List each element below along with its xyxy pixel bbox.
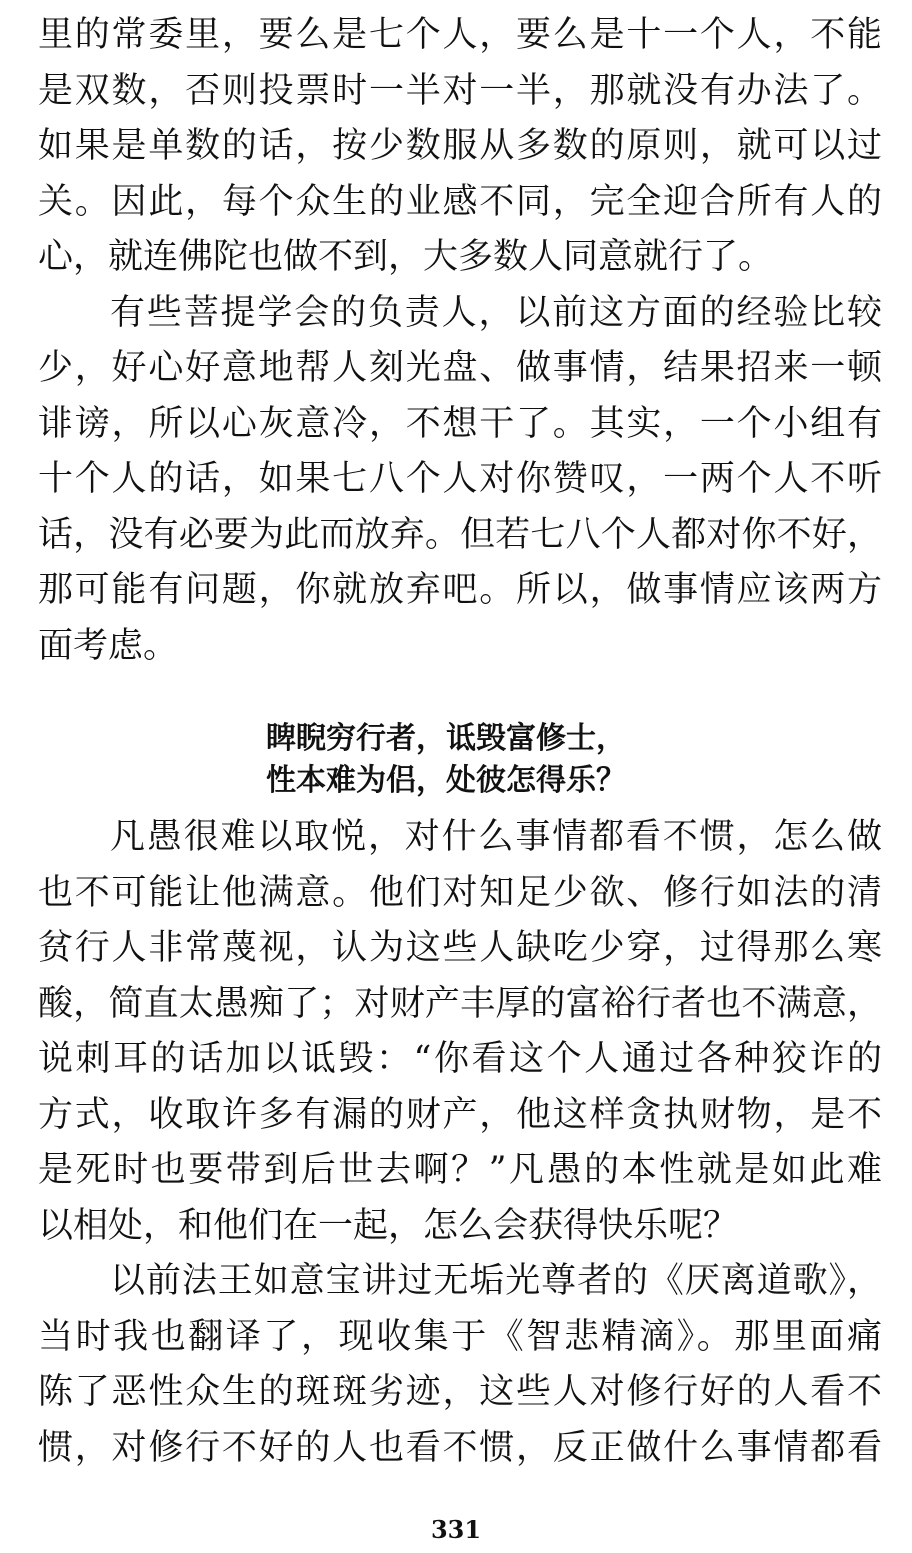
text-line: 酸，简直太愚痴了；对财产丰厚的富裕行者也不满意， xyxy=(38,983,882,1024)
text-line: 心，就连佛陀也做不到，大多数人同意就行了。 xyxy=(38,237,774,277)
text-line: 是双数，否则投票时一半对一半，那就没有办法了。 xyxy=(38,70,882,111)
text-line: 方式，收取许多有漏的财产，他这样贪执财物，是不 xyxy=(38,1094,882,1135)
text-line: 如果是单数的话，按少数服从多数的原则，就可以过 xyxy=(38,126,882,166)
text-line: 有些菩提学会的负责人，以前这方面的经验比较 xyxy=(110,292,882,333)
text-line: 当时我也翻译了，现收集于《智悲精滴》。那里面痛 xyxy=(38,1316,882,1357)
text-line: 诽谤，所以心灰意冷，不想干了。其实，一个小组有 xyxy=(38,403,882,444)
text-line: 以前法王如意宝讲过无垢光尊者的《厌离道歌》， xyxy=(110,1261,882,1301)
text-line: 以相处，和他们在一起，怎么会获得快乐呢？ xyxy=(38,1205,739,1246)
text-line: 关。因此，每个众生的业感不同，完全迎合所有人的 xyxy=(38,181,882,222)
text-line: 话，没有必要为此而放弃。但若七八个人都对你不好， xyxy=(38,514,882,555)
text-line: 面考虑。 xyxy=(38,625,179,666)
page-body xyxy=(38,8,882,1476)
paragraph-4 xyxy=(38,1254,882,1476)
verse-line-2: 性本难为侣，处彼怎得乐？ xyxy=(266,763,626,798)
paragraph-2 xyxy=(38,286,882,675)
paragraph-3 xyxy=(38,810,882,1254)
page-number: 331 xyxy=(430,1515,482,1544)
text-line: 少，好心好意地帮人刻光盘、做事情，结果招来一顿 xyxy=(38,348,882,388)
text-line: 凡愚很难以取悦，对什么事情都看不惯，怎么做 xyxy=(110,817,882,857)
text-line: 是死时也要带到后世去啊？”凡愚的本性就是如此难 xyxy=(38,1150,882,1190)
verse xyxy=(38,718,882,802)
paragraph-1 xyxy=(38,8,882,286)
text-line: 贫行人非常蔑视，认为这些人缺吃少穿，过得那么寒 xyxy=(38,928,882,968)
text-line: 惯，对修行不好的人也看不惯，反正做什么事情都看 xyxy=(38,1427,882,1468)
text-line: 里的常委里，要么是七个人，要么是十一个人，不能 xyxy=(38,15,882,55)
text-line: 陈了恶性众生的斑斑劣迹，这些人对修行好的人看不 xyxy=(38,1372,882,1412)
text-line: 十个人的话，如果七八个人对你赞叹，一两个人不听 xyxy=(38,459,882,499)
text-line: 也不可能让他满意。他们对知足少欲、修行如法的清 xyxy=(38,872,882,913)
text-line: 说刺耳的话加以诋毁：“你看这个人通过各种狡诈的 xyxy=(38,1039,882,1079)
verse-line-1: 睥睨穷行者，诋毁富修士， xyxy=(266,721,626,756)
text-line: 那可能有问题，你就放弃吧。所以，做事情应该两方 xyxy=(38,570,882,610)
